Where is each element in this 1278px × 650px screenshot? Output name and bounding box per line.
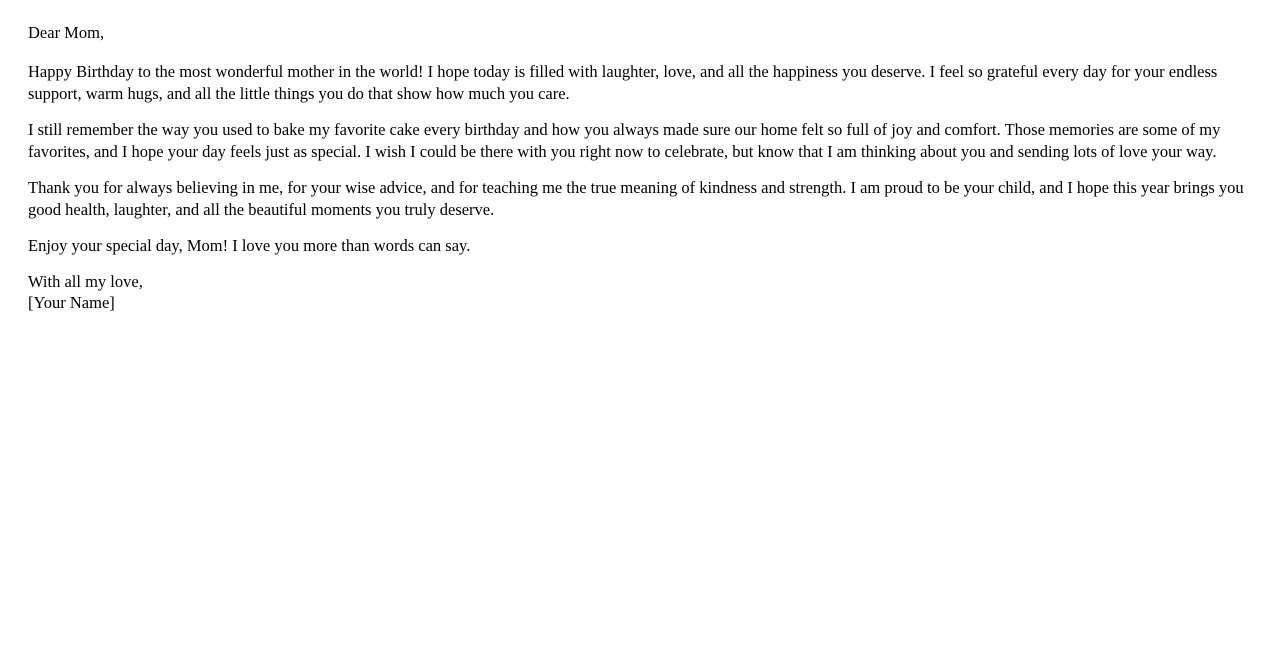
letter-paragraph-2: I still remember the way you used to bake my favorite cake every birthday and how you always made sure our home felt so full of joy and comfort. Those memories are some of my favorites, and I hope your day feels just as special. I wish I could be there with you right now to celebrate, but know that I am thinking about you and sending lots of love your way. — [28, 119, 1221, 161]
letter-salutation: Dear Mom, — [28, 23, 105, 42]
letter-valediction: With all my love, — [28, 271, 143, 291]
letter-closing — [28, 271, 1250, 315]
letter-body — [28, 22, 1250, 314]
letter-paragraph-4: Enjoy your special day, Mom! I love you more than words can say. — [28, 235, 471, 255]
letter-paragraph-3: Thank you for always believing in me, for your wise advice, and for teaching me the true meaning of kindness and strength. I am proud to be your child, and I hope this year brings you good health, laughter, and all the beautiful moments you truly deserve. — [28, 177, 1244, 219]
letter-signature: [Your Name] — [28, 293, 115, 313]
letter-paragraph-1: Happy Birthday to the most wonderful mother in the world! I hope today is filled with laughter, love, and all the happiness you deserve. I feel so grateful every day for your endless support, warm hugs, and all the little things you do that show how much you care. — [28, 61, 1218, 103]
